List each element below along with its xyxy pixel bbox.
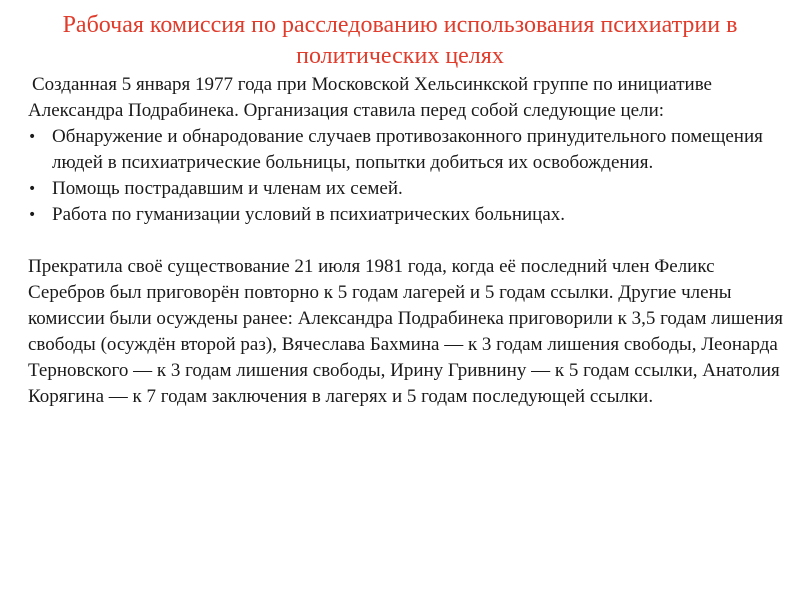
bullet-icon: • <box>28 181 37 197</box>
goal-item <box>28 202 788 228</box>
intro-paragraph: Созданная 5 января 1977 года при Московской Хельсинкской группе по инициативе Александра Подрабинека. Организация ставила перед собой следующие цели: <box>28 74 712 121</box>
goal-item <box>28 124 788 176</box>
outcome-paragraph: Прекратила своё существование 21 июля 1981 года, когда её последний член Феликс Серебров был приговорён повторно к 5 годам лагерей и 5 годам ссылки. Другие члены комиссии были осуждены ранее: Александра Подрабинека приговорили к 3,5 годам лишения свободы (осуждён второй раз), Вячеслава Бахмина — к 3 годам лишения свободы, Леонарда Терновского — к 3 годам лишения свободы, Ирину Гривнину — к 5 годам ссылки, Анатолия Корягина — к 7 годам заключения в лагерях и 5 годам последующей ссылки. <box>28 256 784 407</box>
goal-text: Помощь пострадавшим и членам их семей. <box>52 178 403 199</box>
goals-list <box>28 124 788 228</box>
slide-title: Рабочая комиссия по расследованию использования психиатрии в политических целях <box>62 12 738 69</box>
bullet-icon: • <box>28 207 37 223</box>
goal-text: Обнаружение и обнародование случаев противозаконного принудительного помещения людей в психиатрические больницы, попытки добиться их освобождения. <box>52 126 763 173</box>
bullet-icon: • <box>28 129 37 145</box>
slide-body <box>28 72 788 410</box>
goal-item <box>28 176 788 202</box>
goal-text: Работа по гуманизации условий в психиатрических больницах. <box>52 204 566 225</box>
